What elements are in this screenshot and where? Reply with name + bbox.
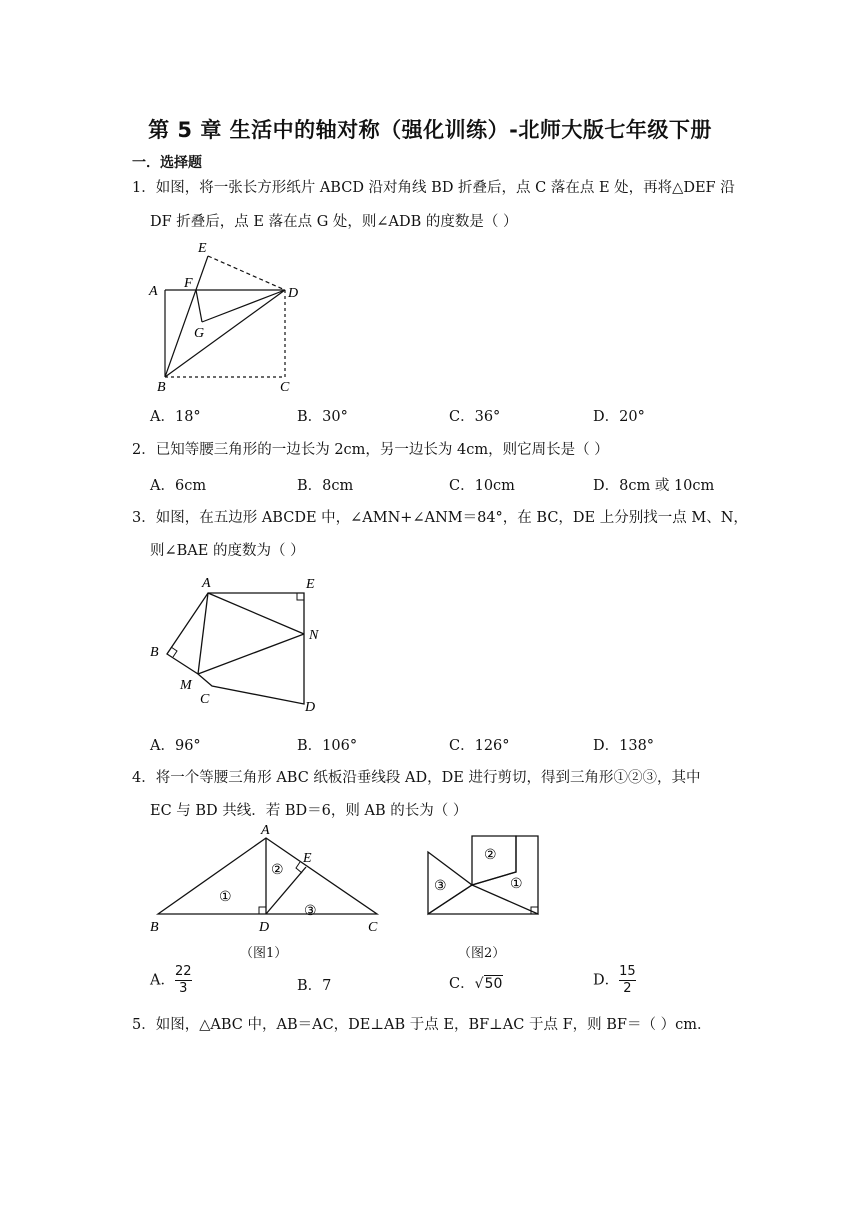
q4-fig1-triangle [158,838,377,914]
q3-label-c: C [200,692,210,707]
q4-label-a: A [261,823,270,838]
q1-label-g: G [194,326,205,341]
q4-fig1-right-angle-e [296,862,302,873]
q3-label-n: N [309,628,319,643]
q3-seg-mn [198,634,304,674]
q4-option-a-denominator: 3 [179,981,188,996]
q4-label-c: C [368,920,378,935]
q2-line1: 2．已知等腰三角形的一边长为 2cm，另一边长为 4cm，则它周长是（ ） [132,442,609,458]
q2-option-b[interactable]: B．8cm [297,478,354,494]
q3-line1: 3．如图，在五边形 ABCDE 中，∠AMN+∠ANM＝84°，在 BC，DE 上分别找一点 M、N， [132,510,748,526]
q4-option-c-sqrt: √50 [474,976,503,992]
q5-line1: 5．如图，△ABC 中，AB＝AC，DE⊥AB 于点 E，BF⊥AC 于点 F，则 BF＝（ ）cm． [132,1017,712,1033]
q4-fig2-caption: （图2） [458,946,506,961]
q3-label-b: B [150,645,159,660]
q4-option-a-fraction [175,965,192,996]
page-title: 第 5 章 生活中的轴对称（强化训练）-北师大版七年级下册 [148,118,712,142]
q4-option-d-prefix: D． [593,972,620,989]
q4-option-c-radicand: 50 [484,976,503,992]
q2-option-d[interactable]: D．8cm 或 10cm [593,478,715,494]
q1-label-e: E [198,241,207,256]
q3-label-e: E [306,577,315,592]
q4-label-e: E [303,851,312,866]
q4-option-d-numerator: 15 [619,964,636,979]
q4-option-c-prefix: C． [449,976,475,992]
section-heading: 一．选择题 [132,155,202,171]
q1-label-c: C [280,380,290,395]
q4-fig1-piece-3: ③ [304,904,317,919]
q4-fig1-piece-2: ② [271,863,284,878]
q1-label-a: A [149,284,158,299]
q4-figure-2 [418,828,548,920]
q4-fig2-piece-1-shape [472,836,538,914]
q1-figure [140,238,310,398]
q4-fig2-label-1: ① [510,877,523,892]
q1-label-b: B [157,380,166,395]
q2-option-a[interactable]: A．6cm [150,478,207,494]
q1-label-f: F [184,276,193,291]
q4-option-c[interactable] [449,972,503,993]
q3-seg-an [208,593,304,634]
q1-label-d: D [288,286,299,301]
q3-option-d[interactable]: D．138° [593,738,655,754]
q1-option-c[interactable]: C．36° [449,409,501,425]
q1-seg-bd [165,290,285,377]
q4-fig2-label-3: ③ [434,879,447,894]
q3-option-a[interactable]: A．96° [150,738,201,754]
q4-option-a[interactable] [150,965,192,996]
q4-label-b: B [150,920,159,935]
q4-option-a-numerator: 22 [174,964,192,979]
q3-right-angle-b [171,647,177,657]
q4-option-a-prefix: A． [150,972,175,989]
q3-label-m: M [180,678,192,693]
q1-option-b[interactable]: B．30° [297,409,348,425]
q4-fig1-piece-1: ① [219,890,232,905]
q4-fig2-label-2: ② [484,848,497,863]
q1-seg-fg [196,290,202,322]
q4-label-d: D [259,920,270,935]
q4-line2: EC 与 BD 共线．若 BD＝6，则 AB 的长为（ ） [150,803,468,819]
q4-fig1-caption: （图1） [240,946,288,961]
q4-option-d-fraction [619,965,636,996]
q1-option-d[interactable]: D．20° [593,409,645,425]
q4-option-d[interactable] [593,965,636,996]
q4-line1: 4．将一个等腰三角形 ABC 纸板沿垂线段 AD，DE 进行剪切，得到三角形①②③，其中 [132,770,701,786]
q2-option-c[interactable]: C．10cm [449,478,515,494]
q3-option-b[interactable]: B．106° [297,738,358,754]
q1-seg-gd [202,290,285,322]
q4-figure-1 [140,822,400,940]
q4-option-d-denominator: 2 [623,981,632,996]
q1-line1: 1．如图，将一张长方形纸片 ABCD 沿对角线 BD 折叠后，点 C 落在点 E 处，再将△DEF 沿 [132,180,735,196]
q3-line2: 则∠BAE 的度数为（ ） [150,543,305,559]
q1-option-a[interactable]: A．18° [150,409,201,425]
q4-fig1-right-angle-d [259,907,266,914]
q4-option-b[interactable]: B．7 [297,978,332,994]
q3-option-c[interactable]: C．126° [449,738,510,754]
q3-label-d: D [305,700,316,715]
q3-label-a: A [202,576,211,591]
q1-line2: DF 折叠后，点 E 落在点 G 处，则∠ADB 的度数是（ ） [150,214,518,230]
q1-seg-ed-dashed [208,256,285,290]
q3-figure [140,570,340,720]
q3-right-angle-e [297,593,304,600]
